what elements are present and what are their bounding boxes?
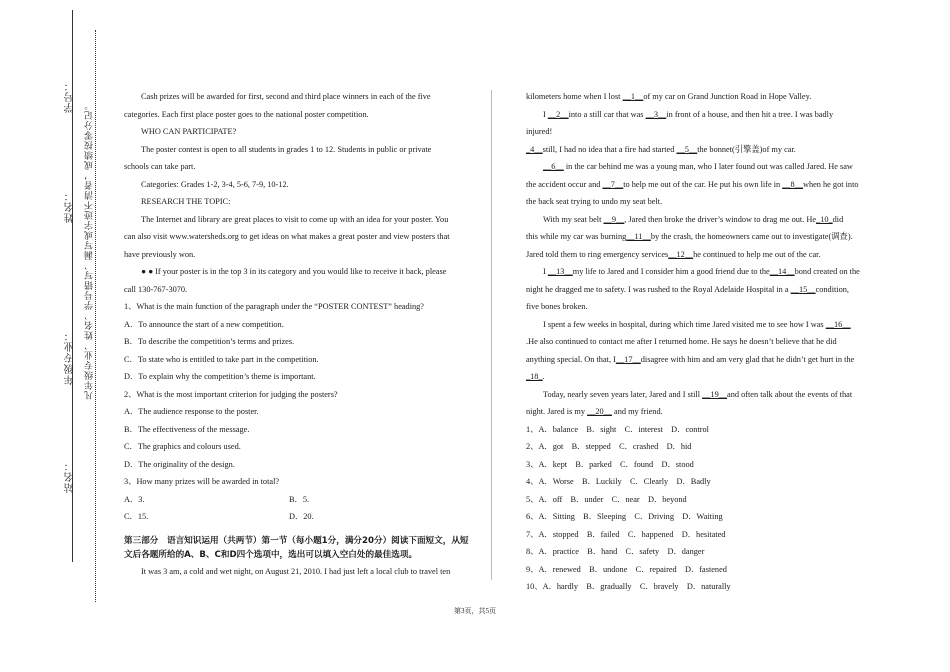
story-line: I spent a few weeks in hospital, during which time Jared visited me to see how I was __16__ <box>543 319 851 329</box>
right-column <box>526 88 861 596</box>
story-line: five bones broken. <box>526 302 588 311</box>
choice-row: 5、A．off B．under C．near D．beyond <box>526 494 687 504</box>
story-line: I __13__my life to Jared and I consider him a good friend due to the__14__bond created on the <box>543 267 860 276</box>
paragraph: categories. Each first place poster goes to the national poster competition. <box>124 109 369 119</box>
paragraph: schools can take part. <box>124 162 196 171</box>
blank-8: __8__ <box>782 179 803 189</box>
paragraph: can also visit www.watersheds.org to get ideas on what makes a great poster and view posters that <box>124 232 450 241</box>
name-label: 姓名： <box>65 190 76 223</box>
blank-14: __14__ <box>769 267 795 276</box>
heading-who-can-participate: WHO CAN PARTICIPATE? <box>141 127 237 136</box>
blank-15: __15__ <box>790 284 816 294</box>
seal-text <box>86 100 99 400</box>
option: A．The audience response to the poster. <box>124 407 259 416</box>
option: D．The originality of the design. <box>124 459 235 469</box>
option-row <box>124 508 469 526</box>
option: D．20. <box>289 512 314 521</box>
paragraph: Cash prizes will be awarded for first, second and third place winners in each of the five <box>141 92 431 101</box>
choice-row: 7、A．stopped B．failed C．happened D．hesitated <box>526 529 726 539</box>
blank-18: _18_ <box>526 372 543 381</box>
option: B．To describe the competition’s terms and prizes. <box>124 337 295 346</box>
story-line: night. Jared is my __20__ and my friend. <box>526 407 663 416</box>
story-line: _18_. <box>526 372 545 381</box>
blank-16: __16__ <box>825 319 851 329</box>
blank-2: __2__ <box>547 109 569 119</box>
option-row <box>124 491 469 509</box>
section-title: 第三部分 语言知识运用（共两节）第一节（每小题1分，满分20分）阅读下面短文，从短文后各题所给的A、B、C和D四个选项中，选出可以填入空白处的最佳选项。 <box>124 535 469 560</box>
option: C．To state who is entitled to take part in the competition. <box>124 354 319 364</box>
categories: Categories: Grades 1-2, 3-4, 5-6, 7-9, 10-12. <box>141 179 289 189</box>
paragraph: The Internet and library are great places to visit to come up with an idea for your poster. You <box>141 214 449 224</box>
blank-19: __19__ <box>702 389 728 399</box>
blank-6: __6__ <box>543 162 564 171</box>
blank-10: _10_ <box>816 214 833 224</box>
story-line: the back seat trying to undo my seat belt. <box>526 197 663 206</box>
grade-major-label: 年级专业： <box>65 330 76 385</box>
story-line: kilometers home when I lost __1__of my car on Grand Junction Road in Hope Valley. <box>526 92 812 101</box>
blank-4: _4__ <box>526 144 543 154</box>
question-3: 3、How many prizes will be awarded in total? <box>124 477 280 486</box>
paragraph: The poster contest is open to all students in grades 1 to 12. Students in public or private <box>141 144 432 154</box>
blank-7: __7__ <box>602 179 624 189</box>
story-line: With my seat belt __9__, Jared then broke the driver’s window to drag me out. He_10_did <box>543 214 844 224</box>
option: C．The graphics and colours used. <box>124 442 241 451</box>
story-line: I __2__into a still car that was __3__in front of a house, and then hit a tree. I was badly injured! <box>526 109 834 136</box>
option: C．15. <box>124 512 149 521</box>
blank-5: __5__ <box>676 144 698 154</box>
story-line: this while my car was burning__11__by the crash, the homeowners came out to investigate(调查). <box>526 232 853 241</box>
choice-row: 10、A．hardly B．gradually C．bravely D．naturally <box>526 582 731 591</box>
choice-row: 1、A．balance B．sight C．interest D．control <box>526 424 709 434</box>
story-line: .He also continued to contact me after I returned home. He says he doesn’t believe that he did <box>526 337 837 346</box>
story-line: _4__still, I had no idea that a fire had started __5__the bonnet(引擎盖)of my car. <box>526 144 796 154</box>
choice-row: 3、A．kept B．parked C．found D．stood <box>526 459 694 469</box>
blank-11: __11__ <box>626 232 651 241</box>
choice-row: 2、A．got B．stepped C．crashed D．hid <box>526 442 692 451</box>
blank-17: __17__ <box>615 354 641 364</box>
exam-notice: 凡年级专业、姓名、学号错写、漏写或字迹不清者，成绩按零分记。 <box>84 100 94 400</box>
paragraph: ● ● If your poster is in the top 3 in its category and you would like to receive it back, please <box>141 267 447 276</box>
paragraph: call 130-767-3070. <box>124 284 188 294</box>
option: B．5. <box>289 494 310 504</box>
question-1: 1、What is the main function of the paragraph under the “POSTER CONTEST” heading? <box>124 302 424 311</box>
left-column <box>124 88 469 578</box>
story-line: Today, nearly seven years later, Jared and I still __19__and often talk about the events of that <box>543 389 853 399</box>
choice-row: 6、A．Sitting B．Sleeping C．Driving D．Waiting <box>526 512 723 521</box>
option: A．3. <box>124 494 145 504</box>
story-line: Jared told them to ring emergency services__12__he continued to help me out of the car. <box>526 249 821 259</box>
school-label: 站名： <box>65 460 76 493</box>
binding-margin <box>0 0 120 672</box>
paragraph: have previously won. <box>124 249 196 259</box>
choice-row: 9、A．renewed B．undone C．repaired D．fastened <box>526 564 727 574</box>
question-2: 2、What is the most important criterion for judging the posters? <box>124 389 338 399</box>
page-number: 第3页，共5页 <box>454 607 496 615</box>
choice-row: 4、A．Worse B．Luckily C．Clearly D．Badly <box>526 477 711 486</box>
story-line: anything special. On that, I__17__disagree with him and am very glad that he didn’t get hurt in the <box>526 354 855 364</box>
column-divider <box>491 90 492 580</box>
choice-row: 8、A．practice B．hand C．safety D．danger <box>526 547 705 556</box>
blank-3: __3__ <box>645 109 667 119</box>
student-id-label: 学号： <box>65 80 76 113</box>
story-line: night he dragged me to safety. I was rushed to the Royal Adelaide Hospital in a __15__condition, <box>526 284 849 294</box>
blank-20: __20__ <box>587 407 612 416</box>
story-line: the accident occur and __7__to help me out of the car. He put his own life in __8__when he got into <box>526 179 859 189</box>
option: B．The effectiveness of the message. <box>124 424 250 434</box>
heading-research-topic: RESEARCH THE TOPIC: <box>141 197 231 206</box>
blank-9: __9__ <box>603 214 625 224</box>
blank-1: __1__ <box>622 92 644 101</box>
story-start: It was 3 am, a cold and wet night, on August 21, 2010. I had just left a local club to travel ten <box>141 566 451 576</box>
blank-13: __13__ <box>547 267 573 276</box>
story-line: __6__ in the car behind me was a young man, who I later found out was called Jared. He saw <box>543 162 853 171</box>
option: A．To announce the start of a new competition. <box>124 319 284 329</box>
blank-12: __12__ <box>668 249 694 259</box>
option: D．To explain why the competition’s theme is important. <box>124 372 316 381</box>
